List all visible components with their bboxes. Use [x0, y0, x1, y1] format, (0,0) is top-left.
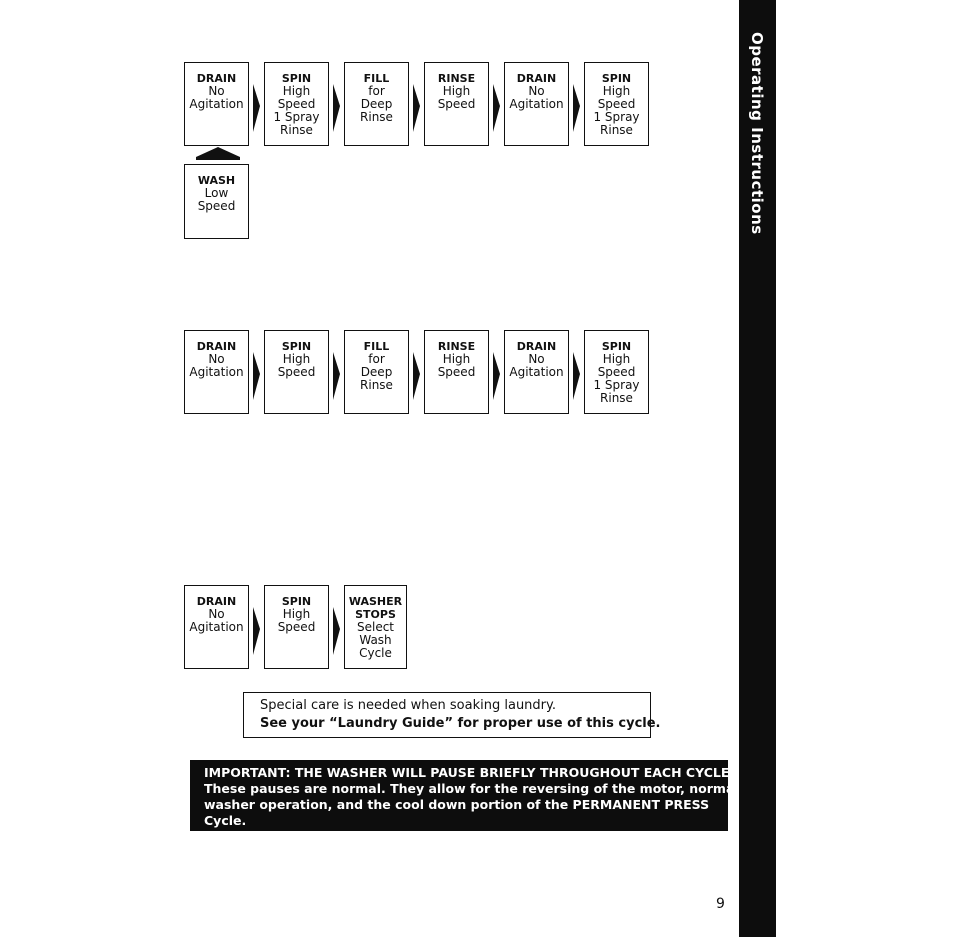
step-heading: WASH [197, 174, 236, 187]
step-detail: Rinse [360, 110, 393, 124]
arrow-right-icon [571, 84, 581, 132]
cycle-step-box [504, 62, 569, 146]
step-detail: Agitation [189, 620, 244, 634]
step-detail: Deep [360, 365, 393, 379]
cycle-step-box [344, 330, 409, 414]
step-heading: RINSE [437, 72, 476, 85]
cycle-step-box [264, 62, 329, 146]
step-heading: SPIN [281, 340, 312, 353]
cycle-step-box [504, 330, 569, 414]
soak-note-text: Special care is needed when soaking laundry. [260, 698, 556, 713]
step-detail: High [282, 84, 311, 98]
step-detail: Low [204, 186, 229, 200]
cycle-step-box [184, 330, 249, 414]
step-detail: Rinse [360, 378, 393, 392]
step-heading: DRAIN [196, 340, 237, 353]
arrow-right-icon [251, 352, 261, 400]
important-line: washer operation, and the cool down portion of the PERMANENT PRESS [204, 797, 710, 812]
step-detail: Speed [277, 620, 316, 634]
cycle-step-box [264, 330, 329, 414]
step-detail: Wash [359, 633, 392, 647]
cycle-step-box [424, 62, 489, 146]
step-detail: Agitation [509, 97, 564, 111]
cycle-step-box [584, 62, 649, 146]
step-detail: Rinse [600, 123, 633, 137]
arrow-up-icon [196, 147, 240, 161]
step-detail: 1 Spray [593, 110, 640, 124]
important-line: IMPORTANT: THE WASHER WILL PAUSE BRIEFLY THROUGHOUT EACH CYCLE. [204, 765, 735, 780]
step-detail: Speed [597, 97, 636, 111]
step-detail: High [282, 607, 311, 621]
arrow-right-icon [251, 607, 261, 655]
arrow-right-icon [571, 352, 581, 400]
wash-step-box [184, 164, 249, 239]
step-detail: Cycle [359, 646, 392, 660]
step-detail: 1 Spray [273, 110, 320, 124]
step-detail: Speed [277, 365, 316, 379]
arrow-right-icon [331, 352, 341, 400]
step-heading: SPIN [601, 340, 632, 353]
step-detail: No [528, 84, 545, 98]
arrow-right-icon [411, 84, 421, 132]
cycle-step-box [424, 330, 489, 414]
step-detail: Speed [437, 97, 476, 111]
step-detail: Speed [197, 199, 236, 213]
step-detail: Agitation [189, 97, 244, 111]
step-detail: High [442, 84, 471, 98]
arrow-right-icon [491, 84, 501, 132]
arrow-right-icon [411, 352, 421, 400]
step-heading: FILL [363, 340, 390, 353]
step-detail: Speed [597, 365, 636, 379]
sidebar-title: Operating Instructions [748, 32, 766, 235]
step-detail: No [208, 352, 225, 366]
step-detail: High [442, 352, 471, 366]
cycle-step-box [184, 585, 249, 669]
step-detail: Rinse [600, 391, 633, 405]
step-heading: SPIN [601, 72, 632, 85]
cycle-step-box [584, 330, 649, 414]
step-heading: DRAIN [196, 595, 237, 608]
sidebar-tab [739, 0, 776, 937]
cycle-step-box [344, 585, 407, 669]
arrow-right-icon [331, 84, 341, 132]
step-heading: DRAIN [516, 72, 557, 85]
cycle-step-box [184, 62, 249, 146]
step-heading: SPIN [281, 72, 312, 85]
step-detail: Speed [437, 365, 476, 379]
soak-note-box [243, 692, 661, 738]
step-detail: No [528, 352, 545, 366]
step-detail: for [368, 352, 385, 366]
step-detail: No [208, 607, 225, 621]
step-detail: Rinse [280, 123, 313, 137]
step-heading: SPIN [281, 595, 312, 608]
step-heading: FILL [363, 72, 390, 85]
cycle-step-box [264, 585, 329, 669]
arrow-right-icon [251, 84, 261, 132]
page-number: 9 [716, 896, 725, 912]
important-line: Cycle. [204, 813, 247, 828]
step-detail: 1 Spray [593, 378, 640, 392]
cycle-step-box [344, 62, 409, 146]
step-detail: High [602, 84, 631, 98]
step-detail: Select [356, 620, 395, 634]
laundry-guide-note: See your “Laundry Guide” for proper use of this cycle. [260, 716, 661, 731]
important-line: These pauses are normal. They allow for the reversing of the motor, normal [204, 781, 739, 796]
step-heading: DRAIN [516, 340, 557, 353]
important-notice [190, 760, 739, 831]
step-heading: DRAIN [196, 72, 237, 85]
step-detail: High [282, 352, 311, 366]
step-detail: Agitation [509, 365, 564, 379]
step-detail: No [208, 84, 225, 98]
step-heading: WASHER STOPS [348, 595, 403, 621]
step-detail: Agitation [189, 365, 244, 379]
arrow-right-icon [331, 607, 341, 655]
step-heading: RINSE [437, 340, 476, 353]
step-detail: High [602, 352, 631, 366]
step-detail: Speed [277, 97, 316, 111]
arrow-right-icon [491, 352, 501, 400]
step-detail: Deep [360, 97, 393, 111]
step-detail: for [368, 84, 385, 98]
